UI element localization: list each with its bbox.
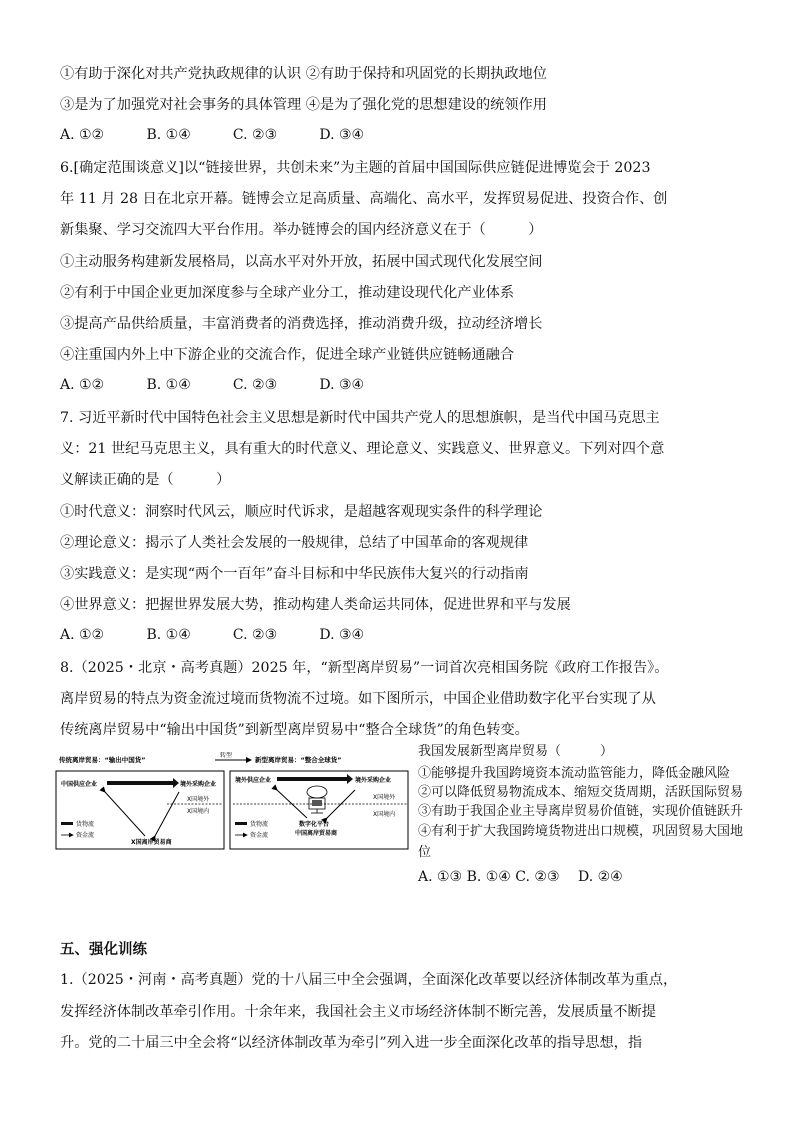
transform-label: 转型 bbox=[220, 752, 233, 759]
option-a: A. ①② bbox=[60, 127, 105, 143]
option-a: A. ①② bbox=[60, 627, 105, 643]
right-legend-goods-mark bbox=[235, 822, 247, 825]
option-d: D. ③④ bbox=[319, 627, 365, 643]
q8-line-1: 8.（2025・北京・高考真题）2025 年，“新型离岸贸易”一词首次亮相国务院《政府工作报告》。 bbox=[60, 660, 669, 676]
q6-item-2: ②有利于中国企业更加深度参与全球产业分工，推动建设现代化产业体系 bbox=[60, 285, 515, 301]
right-border-out: X国境外 bbox=[373, 794, 396, 801]
answer-options-q7 bbox=[60, 627, 364, 643]
q6-line-1: 6.[确定范围谈意义]以“链接世界，共创未来”为主题的首届中国国际供应链促进博览会于 2023 bbox=[60, 160, 651, 176]
answer-options-q5 bbox=[60, 127, 364, 143]
q6-item-1: ①主动服务构建新发展格局，以高水平对外开放，拓展中国式现代化发展空间 bbox=[60, 254, 543, 270]
q7-item-3: ③实践意义：是实现“两个一百年”奋斗目标和中华民族伟大复兴的行动指南 bbox=[60, 566, 529, 582]
top-item-2: ③是为了加强党对社会事务的具体管理 ④是为了强化党的思想建设的统领作用 bbox=[60, 97, 547, 113]
offshore-trade-diagram bbox=[55, 752, 410, 852]
option-c: C. ②③ bbox=[232, 627, 278, 643]
right-platform: 数字化平台 bbox=[299, 821, 330, 828]
left-supplier: 中国供应企业 bbox=[61, 781, 98, 788]
s5-line-2: 发挥经济体制改革牵引作用。十余年来，我国社会主义市场经济体制不断完善，发展质量不断提 bbox=[60, 1004, 656, 1020]
q8-line-3: 传统离岸贸易中“输出中国货”到新型离岸贸易中“整合全球货”的角色转变。 bbox=[60, 722, 529, 738]
right-buyer: 境外采购企业 bbox=[355, 777, 392, 784]
s5-line-3: 升。党的二十届三中全会将“以经济体制改革为牵引”列入进一步全面深化改革的指导思想，指 bbox=[60, 1035, 643, 1051]
option-c: C. ②③ bbox=[232, 127, 278, 143]
option-d: D. ③④ bbox=[319, 377, 365, 393]
left-border-out: X国境外 bbox=[187, 796, 210, 803]
left-merchant: X国离岸贸易商 bbox=[131, 839, 172, 846]
top-item-1: ①有助于深化对共产党执政规律的认识 ②有助于保持和巩固党的长期执政地位 bbox=[60, 66, 547, 82]
offshore-trade-figure bbox=[55, 752, 410, 852]
q6-line-3: 新集聚、学习交流四大平台作用。举办链博会的国内经济意义在于（ ） bbox=[60, 222, 543, 238]
left-legend-goods: 货物流 bbox=[76, 821, 95, 828]
q6-item-4: ④注重国内外上中下游企业的交流合作，促进全球产业链供应链畅通融合 bbox=[60, 347, 515, 363]
option-b: B. ①④ bbox=[146, 627, 191, 643]
q8-item-3: ③有助于我国企业主导离岸贸易价值链，实现价值链跃升 bbox=[418, 804, 744, 819]
left-goods-flow bbox=[107, 781, 173, 785]
option-b: B. ①④ bbox=[146, 377, 191, 393]
left-border-in: X国境内 bbox=[187, 808, 210, 815]
option-c: C. ②③ bbox=[232, 377, 278, 393]
right-legend-funds: 资金流 bbox=[250, 832, 269, 839]
option-b: B. ①④ bbox=[146, 127, 191, 143]
q7-line-3: 义解读正确的是（ ） bbox=[60, 472, 231, 488]
left-legend-goods-mark bbox=[61, 822, 73, 825]
figure-title-left: 传统离岸贸易：“输出中国货” bbox=[59, 756, 146, 764]
option-a: A. ①② bbox=[60, 377, 105, 393]
figure-title-right: 新型离岸贸易：“整合全球货” bbox=[255, 756, 342, 764]
left-funds-flow-2 bbox=[155, 792, 179, 836]
q8-item-1: ①能够提升我国跨境资本流动监管能力，降低金融风险 bbox=[418, 766, 731, 781]
right-border-in: X国境内 bbox=[373, 811, 396, 818]
right-funds-flow-1 bbox=[277, 790, 307, 818]
q8-item-2: ②可以降低贸易物流成本、缩短交货周期，活跃国际贸易 bbox=[418, 785, 744, 800]
right-merchant: 中国离岸贸易商 bbox=[295, 830, 338, 837]
q7-item-1: ①时代意义：洞察时代风云，顺应时代诉求，是超越客观现实条件的科学理论 bbox=[60, 504, 543, 520]
right-goods-flow bbox=[277, 777, 347, 781]
right-goods-arrowhead bbox=[347, 774, 353, 784]
q7-line-2: 义：21 世纪马克思主义，具有重大的时代意义、理论意义、实践意义、世界意义。下列对四个意 bbox=[60, 441, 665, 457]
left-buyer: 境外采购企业 bbox=[180, 781, 217, 788]
q7-line-1: 7. 习近平新时代中国特色社会主义思想是新时代中国共产党人的思想旗帜，是当代中国马克思主 bbox=[60, 410, 660, 426]
q8-item-4: ④有利于扩大我国跨境货物进出口规模，巩固贸易大国地 bbox=[418, 824, 744, 839]
left-goods-arrowhead bbox=[173, 778, 179, 788]
option-d: D. ③④ bbox=[319, 127, 365, 143]
answer-options-q6 bbox=[60, 377, 364, 393]
q6-item-3: ③提高产品供给质量，丰富消费者的消费选择，推动消费升级，拉动经济增长 bbox=[60, 316, 543, 332]
q8-line-2: 离岸贸易的特点为资金流过境而货物流不过境。如下图所示，中国企业借助数字化平台实现了从 bbox=[60, 691, 656, 707]
left-legend-funds: 资金流 bbox=[76, 832, 95, 839]
section-title: 五、强化训练 bbox=[60, 941, 147, 958]
s5-line-1: 1.（2025・河南・高考真题）党的十八届三中全会强调，全面深化改革要以经济体制改革为重点， bbox=[60, 972, 678, 988]
q8-item-4-cont: 位 bbox=[418, 845, 432, 860]
right-legend-goods: 货物流 bbox=[250, 821, 269, 828]
q6-line-2: 年 11 月 28 日在北京开幕。链博会立足高质量、高端化、高水平，发挥贸易促进、投资合作、创 bbox=[60, 191, 668, 207]
q7-item-2: ②理论意义：揭示了人类社会发展的一般规律，总结了中国革命的客观规律 bbox=[60, 535, 529, 551]
left-funds-flow-1 bbox=[105, 792, 145, 836]
q8-question: 我国发展新型离岸贸易（ ） bbox=[418, 744, 614, 759]
q8-answer-options: A. ①③ B. ①④ C. ②③ D. ②④ bbox=[418, 869, 623, 885]
q7-item-4: ④世界意义：把握世界发展大势，推动构建人类命运共同体，促进世界和平与发展 bbox=[60, 597, 571, 613]
digital-platform-icon bbox=[307, 786, 327, 813]
right-supplier: 境外供应企业 bbox=[235, 777, 272, 784]
